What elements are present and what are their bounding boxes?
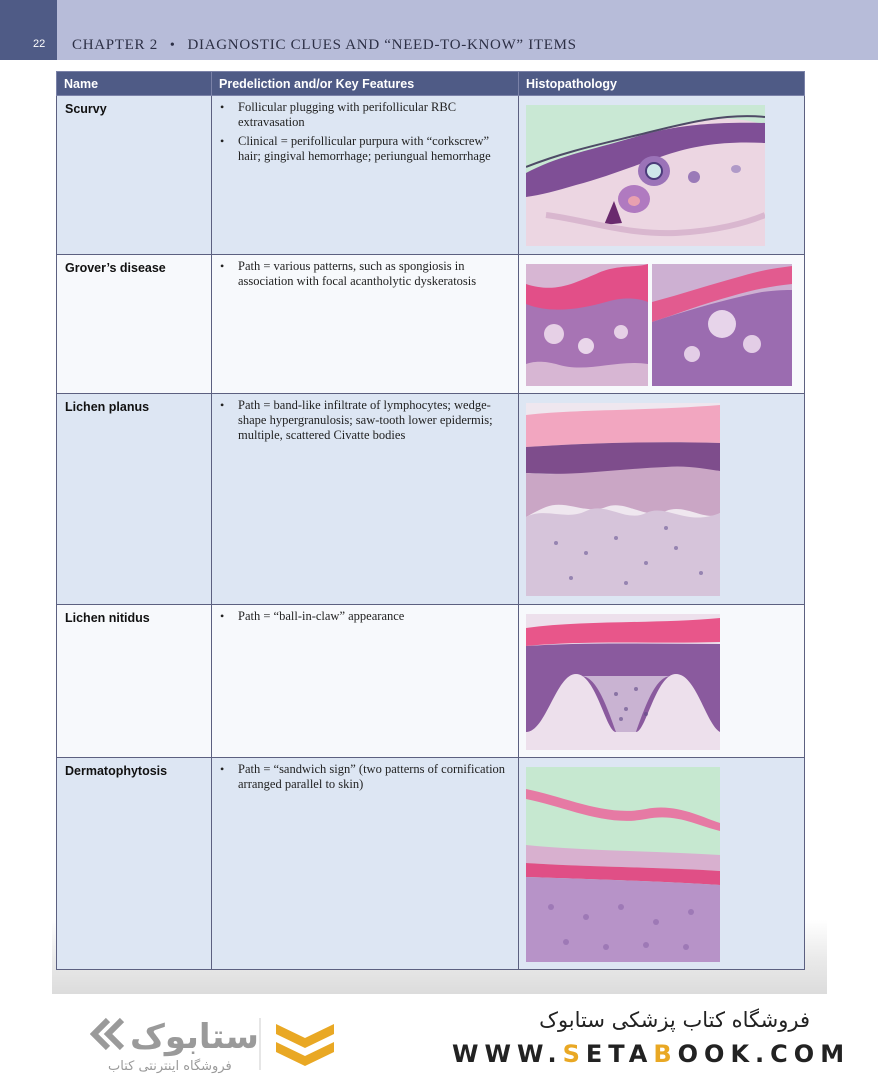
feature-item: • Path = “ball-in-claw” appearance — [218, 609, 508, 624]
setabook-logo — [90, 1010, 350, 1078]
table-row — [57, 605, 805, 758]
table-row — [57, 758, 805, 970]
chapter-label: CHAPTER 2 — [72, 37, 158, 53]
row-histopathology — [519, 255, 805, 394]
column-header-features: Predeliction and/or Key Features — [212, 72, 519, 96]
row-features — [212, 255, 519, 394]
table-header-row — [57, 72, 805, 96]
grovers-histology-image-1 — [526, 264, 648, 386]
logo-emblem — [276, 1024, 334, 1066]
row-name: Lichen planus — [57, 394, 212, 605]
row-name: Grover’s disease — [57, 255, 212, 394]
lichen-planus-histology-image — [526, 403, 720, 596]
row-features — [212, 758, 519, 970]
logo-wordmark: ستابوک — [130, 1017, 259, 1057]
feature-item: • Path = band-like infiltrate of lymphocytes; wedge-shape hypergranulosis; saw-tooth lower epidermis; multiple, scattered Civatte bodies — [218, 398, 508, 443]
row-name: Lichen nitidus — [57, 605, 212, 758]
section-label: DIAGNOSTIC CLUES AND “NEED-TO-KNOW” ITEMS — [187, 37, 577, 53]
row-histopathology — [519, 758, 805, 970]
feature-item: • Path = various patterns, such as spongiosis in association with focal acantholytic dyskeratosis — [218, 259, 508, 289]
row-features — [212, 394, 519, 605]
feature-item: • Follicular plugging with perifollicular RBC extravasation — [218, 100, 508, 130]
chapter-title — [72, 37, 577, 54]
row-name: Scurvy — [57, 96, 212, 255]
row-histopathology — [519, 394, 805, 605]
logo-chevrons — [94, 1020, 122, 1048]
column-header-histopathology: Histopathology — [519, 72, 805, 96]
lichen-nitidus-histology-image — [526, 614, 720, 750]
logo-subtitle: فروشگاه اینترنتی کتاب — [108, 1059, 232, 1074]
table-row — [57, 96, 805, 255]
row-name: Dermatophytosis — [57, 758, 212, 970]
feature-item: • Path = “sandwich sign” (two patterns of cornification arranged parallel to skin) — [218, 762, 508, 792]
page-number: 22 — [0, 0, 57, 60]
table-row — [57, 255, 805, 394]
feature-item: • Clinical = perifollicular purpura with “corkscrew” hair; gingival hemorrhage; periungual hemorrhage — [218, 134, 508, 164]
row-features — [212, 96, 519, 255]
table-row — [57, 394, 805, 605]
title-separator: • — [169, 38, 176, 53]
dermatophytosis-histology-image — [526, 767, 720, 962]
row-histopathology — [519, 96, 805, 255]
grovers-histology-image-2 — [652, 264, 792, 386]
row-histopathology — [519, 605, 805, 758]
column-header-name: Name — [57, 72, 212, 96]
diagnostic-table — [56, 71, 805, 970]
store-url: WWW.SETABOOK.COM — [452, 1040, 851, 1068]
row-features — [212, 605, 519, 758]
store-name: فروشگاه کتاب پزشکی ستابوک — [539, 1008, 810, 1032]
scurvy-histology-image — [526, 105, 765, 246]
